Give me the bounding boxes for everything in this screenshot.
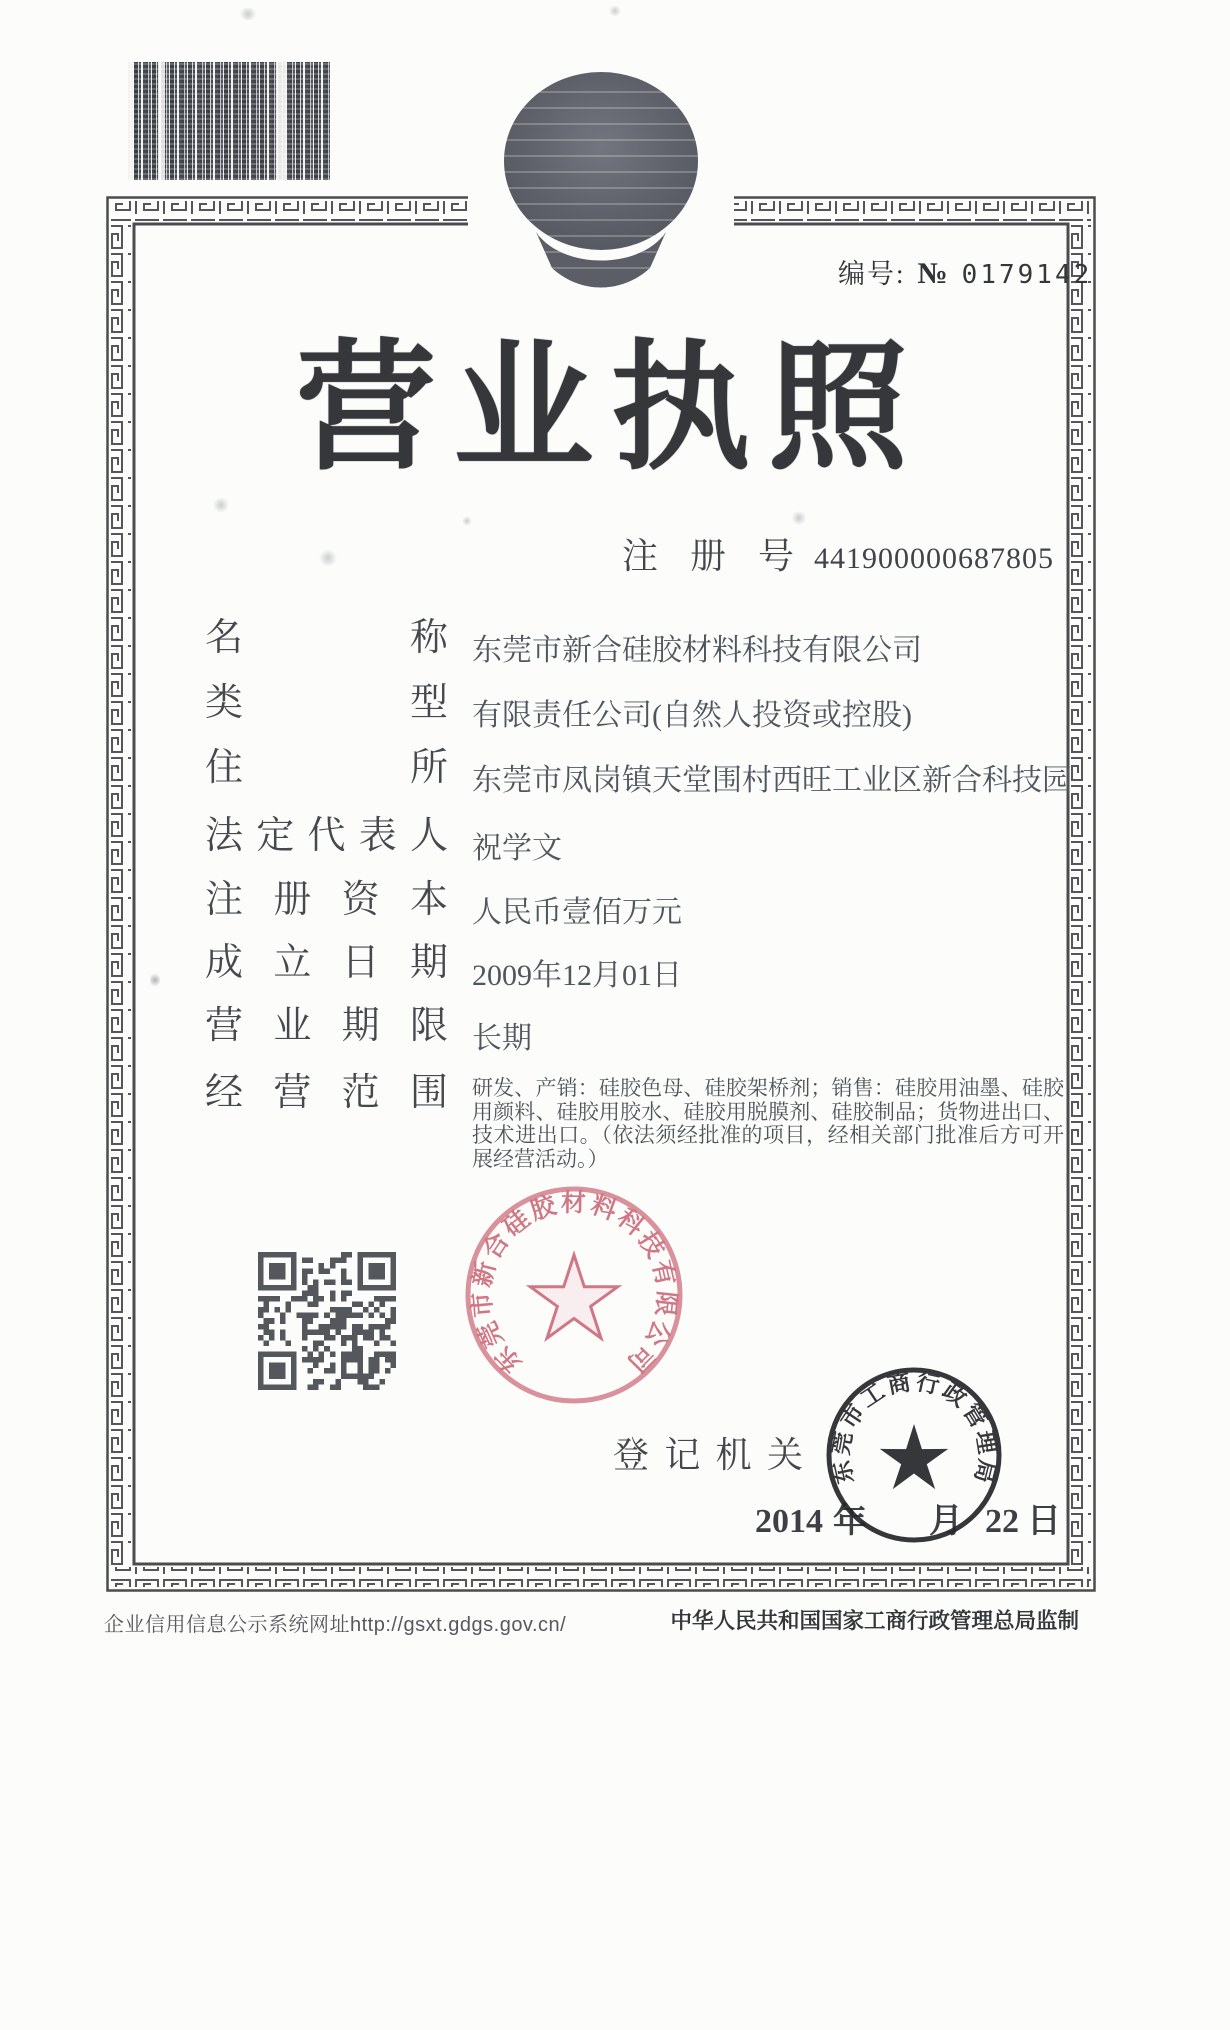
footer-public-info-url: 企业信用信息公示系统网址http://gsxt.gdgs.gov.cn/	[104, 1614, 567, 1636]
field-label: 法 定 代 表 人	[205, 815, 448, 857]
month-unit: 月	[929, 1503, 963, 1540]
year-unit: 年	[833, 1503, 867, 1540]
field-label: 成 立 日 期	[205, 942, 448, 984]
registrar-label: 登 记 机 关	[613, 1435, 803, 1475]
field-value: 东莞市新合硅胶材料科技有限公司	[472, 634, 922, 667]
registry-seal-text: 东莞市工商行政管理局	[828, 1369, 1000, 1489]
footer-issuing-authority: 中华人民共和国国家工商行政管理总局监制	[670, 1609, 1079, 1633]
registration-number-line	[622, 528, 1054, 579]
field-row-registered-capital	[205, 880, 682, 931]
field-label: 类 型	[205, 682, 448, 724]
field-row-establish-date	[205, 943, 682, 994]
field-label: 名 称	[205, 617, 448, 659]
field-label: 营 业 期 限	[205, 1005, 448, 1047]
star-icon	[530, 1255, 617, 1338]
field-value: 祝学文	[472, 832, 562, 865]
registration-number-label: 注 册 号	[622, 536, 794, 576]
serial-number: 0179142	[961, 260, 1093, 290]
field-row-name	[205, 618, 922, 669]
scan-artifact	[238, 8, 258, 20]
issue-year: 2014	[755, 1503, 823, 1540]
barcode	[128, 62, 330, 180]
license-title: 营 业 执 照	[296, 329, 908, 486]
field-label: 注 册 资 本	[205, 879, 448, 921]
field-row-business-term	[205, 1006, 532, 1057]
field-row-type	[205, 683, 912, 734]
field-value: 长期	[472, 1022, 532, 1055]
national-emblem	[502, 70, 700, 300]
star-icon	[880, 1424, 948, 1489]
field-value: 有限责任公司(自然人投资或控股)	[472, 699, 912, 732]
field-value: 2009年12月01日	[472, 959, 682, 992]
serial-number-line	[838, 252, 1092, 291]
company-seal-text: 东莞市新合硅胶材料科技有限公司	[468, 1189, 680, 1379]
registration-number: 441900000687805	[814, 542, 1054, 575]
field-row-legal-representative	[205, 816, 562, 867]
scan-artifact	[608, 6, 622, 16]
day-unit: 日	[1027, 1503, 1061, 1540]
field-value: 东莞市凤岗镇天堂围村西旺工业区新合科技园	[472, 764, 1072, 797]
field-row-business-scope	[205, 1073, 1064, 1171]
registry-seal	[824, 1365, 1004, 1545]
issue-day: 22	[985, 1503, 1019, 1540]
field-value: 研发、产销：硅胶色母、硅胶架桥剂；销售：硅胶用油墨、硅胶用颜料、硅胶用胶水、硅胶用脱膜剂、硅胶制品；货物进出口、技术进出口。（依法须经批准的项目，经相关部门批准后方可开展经营活动。）	[472, 1076, 1064, 1171]
field-label: 住 所	[205, 747, 448, 789]
field-row-address	[205, 748, 1072, 799]
serial-label: 编号:	[838, 259, 906, 289]
field-label: 经 营 范 围	[205, 1072, 448, 1114]
company-seal	[464, 1185, 684, 1405]
field-value: 人民币壹佰万元	[472, 896, 682, 929]
numero-sign: №	[917, 257, 950, 290]
qr-code	[258, 1252, 396, 1390]
